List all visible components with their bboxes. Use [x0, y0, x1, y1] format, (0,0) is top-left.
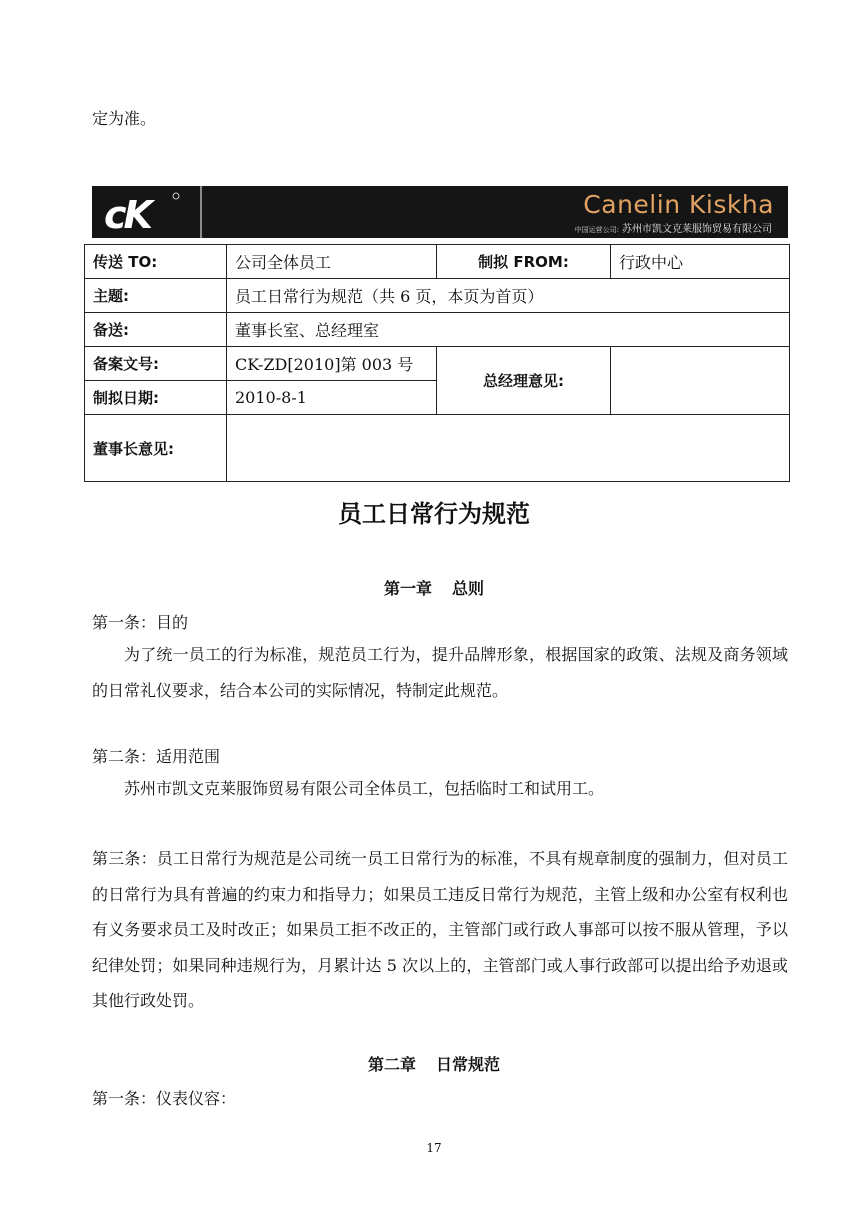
to-label: 传送 TO:	[85, 245, 227, 279]
date-value: 2010-8-1	[227, 381, 437, 415]
cc-value: 董事长室、总经理室	[227, 313, 790, 347]
ck-logo	[92, 186, 199, 238]
article-paragraph: 第三条：员工日常行为规范是公司统一员工日常行为的标准，不具有规章制度的强制力，但对员工的日常行为具有普遍的约束力和指导力；如果员工违反日常行为规范，主管上级和办公室有权利也有义务要求员工及时改正；如果员工拒不改正的，主管部门或行政人事部可以按不服从管理，予以纪律处罚；如果同种违规行为，月累计达 5 次以上的，主管部门或人事行政部可以提出给予劝退或其他行政处罚。	[92, 849, 788, 1010]
chapter-1-heading	[0, 576, 868, 599]
from-value: 行政中心	[611, 245, 790, 279]
to-value: 公司全体员工	[227, 245, 437, 279]
chairman-opinion-value	[227, 415, 790, 482]
gm-opinion-value	[611, 347, 790, 415]
subject-value: 员工日常行为规范（共 6 页，本页为首页）	[227, 279, 790, 313]
brand-subtitle	[575, 220, 772, 235]
carryover-text: 定为准。	[92, 109, 157, 128]
article-heading: 第一条：仪表仪容：	[92, 1089, 237, 1108]
article-paragraph: 为了统一员工的行为标准，规范员工行为，提升品牌形象，根据国家的政策、法规及商务领域的日常礼仪要求，结合本公司的实际情况，特制定此规范。	[92, 645, 788, 700]
memo-header-table	[84, 244, 790, 482]
docno-label: 备案文号:	[85, 347, 227, 381]
brand-company: 苏州市凯文克莱服饰贸易有限公司	[622, 224, 772, 235]
chapter-1-number: 第一章	[383, 579, 432, 598]
logo-divider	[200, 186, 202, 238]
chapter-1-name: 总则	[452, 579, 485, 598]
subject-label: 主题:	[85, 279, 227, 313]
from-label: 制拟 FROM:	[437, 245, 611, 279]
document-title: 员工日常行为规范	[338, 500, 530, 528]
article-paragraph: 苏州市凯文克莱服饰贸易有限公司全体员工，包括临时工和试用工。	[124, 779, 605, 798]
date-label: 制拟日期:	[85, 381, 227, 415]
chapter-2-name: 日常规范	[436, 1055, 501, 1074]
brand-prefix: 中国运营公司:	[574, 226, 619, 234]
chapter-2-heading	[0, 1052, 868, 1075]
logo-text: cK	[104, 193, 150, 237]
page-number: 17	[426, 1141, 442, 1155]
brand-name: Canelin Kiskha	[583, 190, 774, 219]
gm-opinion-label: 总经理意见:	[437, 347, 611, 415]
article-heading: 第二条：适用范围	[92, 747, 221, 766]
chapter-2-number: 第二章	[367, 1055, 416, 1074]
docno-value: CK-ZD[2010]第 003 号	[227, 347, 437, 381]
article-heading: 第一条：目的	[92, 613, 189, 632]
cc-label: 备送:	[85, 313, 227, 347]
chairman-opinion-label: 董事长意见:	[85, 415, 227, 482]
company-banner	[92, 186, 788, 238]
